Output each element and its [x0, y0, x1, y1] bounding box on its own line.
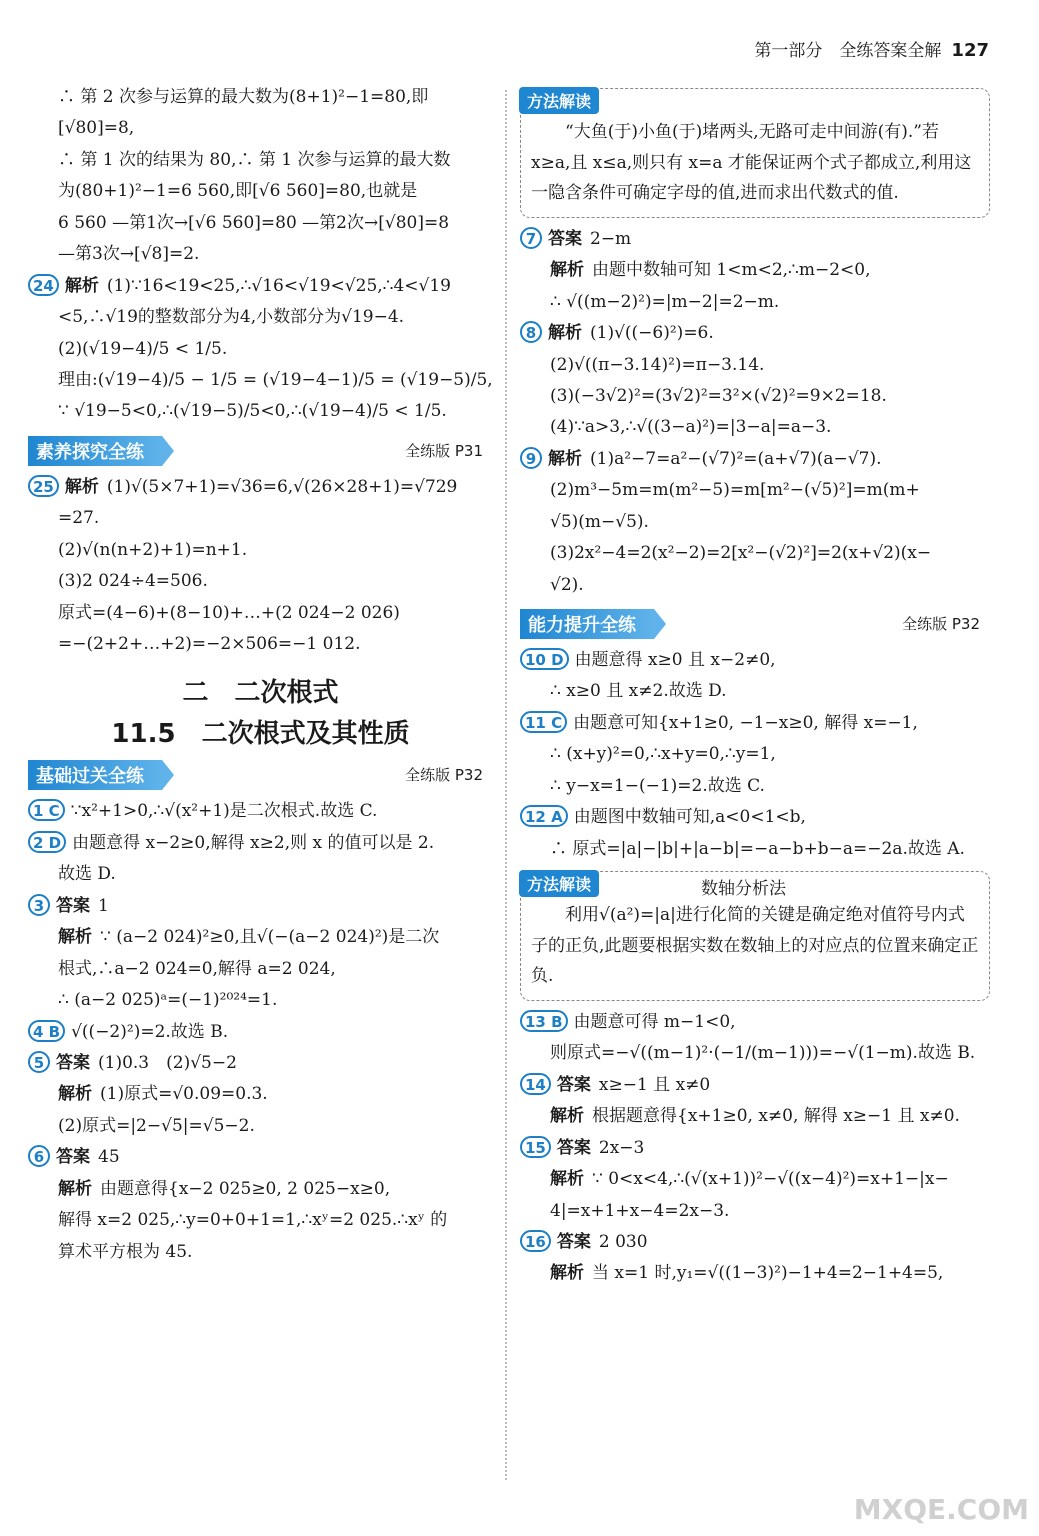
question-13 — [520, 1007, 990, 1070]
banner-reference: 全练版 P32 — [405, 766, 483, 785]
text-line: ∵ (a−2 024)²≥0,且√(−(a−2 024)²)是二次 — [100, 927, 440, 948]
question-6 — [28, 1142, 493, 1268]
text-line: 根据题意得{x+1≥0, x≠0, 解得 x≥−1 且 x≠0. — [592, 1106, 960, 1127]
question-number: 10 D — [520, 648, 569, 670]
left-column — [28, 82, 493, 1268]
analysis-label: 解析 — [550, 1106, 584, 1127]
method-box — [520, 88, 990, 218]
question-8 — [520, 318, 990, 444]
question-4 — [28, 1017, 493, 1048]
analysis-label: 解析 — [64, 275, 99, 296]
text-line: 当 x=1 时,y₁=√((1−3)²)−1+4=2−1+4=5, — [592, 1263, 944, 1284]
text-line: 6 560 —第1次→[√6 560]=80 —第2次→[√80]=8 — [58, 212, 450, 233]
text-line: 则原式=−√((m−1)²·(−1/(m−1)))=−√(1−m).故选 B. — [550, 1043, 976, 1064]
question-14 — [520, 1070, 990, 1133]
text-line: ∵x²+1>0,∴√(x²+1)是二次根式.故选 C. — [70, 801, 378, 822]
question-number: 11 C — [520, 711, 567, 733]
text-line: 理由:(√19−4)/5 − 1/5 = (√19−4−1)/5 = (√19−5)/5, — [58, 369, 493, 390]
text-line: (2)√((π−3.14)²)=π−3.14. — [550, 354, 765, 375]
method-title: 数轴分析法 — [701, 879, 786, 900]
text-line: ∴ 原式=|a|−|b|+|a−b|=−a−b+b−a=−2a.故选 A. — [550, 838, 965, 859]
question-number: 9 — [520, 447, 542, 469]
column-divider — [505, 90, 507, 1480]
text-line: √2). — [550, 574, 584, 595]
answer-value: x≥−1 且 x≠0 — [598, 1074, 711, 1095]
answer-label: 答案 — [556, 1137, 591, 1158]
analysis-label: 解析 — [550, 1263, 584, 1284]
question-number: 2 D — [28, 831, 66, 853]
text-line: 故选 D. — [58, 864, 116, 885]
text-line: (1)原式=√0.09=0.3. — [100, 1084, 268, 1105]
text-line: ∴ 第 1 次的结果为 80,∴ 第 1 次参与运算的最大数 — [58, 149, 451, 170]
text-line: 为(80+1)²−1=6 560,即[√6 560]=80,也就是 — [58, 181, 418, 202]
question-number: 24 — [28, 274, 59, 296]
text-line: (2)√(n(n+2)+1)=n+1. — [58, 539, 248, 560]
text-line: ∴ (x+y)²=0,∴x+y=0,∴y=1, — [550, 744, 776, 765]
analysis-label: 解析 — [550, 260, 584, 281]
method-tag: 方法解读 — [519, 870, 599, 897]
answer-label: 答案 — [556, 1231, 591, 1252]
header-title: 第一部分 全练答案全解 — [754, 41, 942, 61]
question-number: 8 — [520, 321, 542, 343]
section-title: 11.5 二次根式及其性质 — [111, 719, 410, 750]
analysis-label: 解析 — [550, 1169, 584, 1190]
text-line: 由题图中数轴可知,a<0<1<b, — [573, 807, 806, 828]
text-line: ∴ 第 2 次参与运算的最大数为(8+1)²−1=80,即 — [58, 87, 429, 107]
text-line: (3)(−3√2)²=(3√2)²=3²×(√2)²=9×2=18. — [550, 385, 887, 406]
analysis-label: 解析 — [548, 323, 582, 344]
answer-value: 2−m — [590, 228, 632, 249]
question-11 — [520, 708, 990, 802]
question-number: 7 — [520, 227, 542, 249]
text-line: ∴ (a−2 025)ᵃ=(−1)²⁰²⁴=1. — [58, 990, 278, 1011]
text-line: (1)∵16<19<25,∴√16<√19<√25,∴4<√19 — [106, 275, 452, 296]
method-text: 利用√(a²)=|a|进行化简的关键是确定绝对值符号内式子的正负,此题要根据实数在数轴上的对应点的位置来确定正负. — [531, 905, 979, 987]
text-line: ∴ y−x=1−(−1)=2.故选 C. — [550, 775, 765, 796]
answer-label: 答案 — [56, 1052, 90, 1073]
section-banner: 基础过关全练 — [28, 760, 162, 790]
text-line: 4|=x+1+x−4=2x−3. — [550, 1200, 730, 1221]
answer-value: 45 — [98, 1147, 120, 1168]
text-line: 根式,∴a−2 024=0,解得 a=2 024, — [58, 958, 336, 979]
text-line: 由题意得 x−2≥0,解得 x≥2,则 x 的值可以是 2. — [72, 832, 435, 853]
section-banner-row — [520, 601, 990, 645]
question-number: 13 B — [520, 1010, 568, 1032]
text-line: ∵ 0<x<4,∴(√(x+1))²−√((x−4)²)=x+1−|x− — [592, 1169, 949, 1190]
page-header — [754, 36, 989, 61]
text-line: 由题意得 x≥0 且 x−2≠0, — [574, 650, 776, 671]
text-line: (4)∵a>3,∴√((3−a)²)=|3−a|=a−3. — [550, 417, 832, 438]
section-banner: 素养探究全练 — [28, 436, 162, 466]
text-line: ∴ √((m−2)²)=|m−2|=2−m. — [550, 291, 780, 312]
answer-label: 答案 — [556, 1074, 591, 1095]
text-line: 原式=(4−6)+(8−10)+…+(2 024−2 026) — [58, 602, 400, 623]
method-box — [520, 871, 990, 1001]
question-9 — [520, 444, 990, 601]
analysis-label: 解析 — [58, 1084, 92, 1105]
text-line: (2)原式=|2−√5|=√5−2. — [58, 1115, 255, 1136]
text-line: 算术平方根为 45. — [58, 1241, 193, 1262]
text-line: =27. — [58, 508, 100, 529]
text-line: √5)(m−√5). — [550, 511, 649, 532]
text-line: 由题意可得 m−1<0, — [573, 1011, 736, 1032]
question-number: 15 — [520, 1136, 551, 1158]
answer-value: (1)0.3 (2)√5−2 — [98, 1052, 237, 1073]
text-line: —第3次→[√8]=2. — [58, 244, 200, 265]
section-banner-row — [28, 752, 493, 796]
answer-value: 1 — [98, 895, 109, 916]
chapter-title: 二 二次根式 — [182, 678, 339, 709]
question-number: 3 — [28, 894, 50, 916]
answer-value: 2x−3 — [598, 1137, 645, 1158]
question-2 — [28, 828, 493, 859]
right-column — [520, 82, 990, 1290]
question-1 — [28, 796, 493, 827]
text-line: 由题意可知{x+1≥0, −1−x≥0, 解得 x=−1, — [573, 712, 918, 733]
text-line: (2)m³−5m=m(m²−5)=m[m²−(√5)²]=m(m+ — [550, 480, 920, 501]
answer-label: 答案 — [56, 1147, 90, 1168]
banner-reference: 全练版 P32 — [902, 615, 980, 634]
text-line: √((−2)²)=2.故选 B. — [71, 1021, 229, 1042]
text-line: ∵ √19−5<0,∴(√19−5)/5<0,∴(√19−4)/5 < 1/5. — [58, 401, 447, 422]
analysis-label: 解析 — [548, 448, 582, 469]
analysis-label: 解析 — [64, 476, 99, 497]
answer-label: 答案 — [548, 228, 582, 249]
text-line: (1)√(5×7+1)=√36=6,√(26×28+1)=√729 — [106, 476, 458, 497]
question-3 — [28, 891, 493, 1017]
text-line: 由题意得{x−2 025≥0, 2 025−x≥0, — [100, 1178, 391, 1199]
question-7 — [520, 224, 990, 318]
question-number: 6 — [28, 1145, 50, 1167]
question-24 — [28, 271, 493, 428]
text-line: (1)a²−7=a²−(√7)²=(a+√7)(a−√7). — [590, 448, 882, 469]
text-line: [√80]=8, — [58, 118, 135, 139]
text-line: (3)2 024÷4=506. — [58, 571, 208, 592]
banner-reference: 全练版 P31 — [405, 441, 483, 460]
watermark: MXQE.COM — [853, 1493, 1029, 1526]
question-12 — [520, 802, 990, 865]
question-5 — [28, 1048, 493, 1142]
question-25 — [28, 472, 493, 661]
text-line: 解得 x=2 025,∴y=0+0+1=1,∴xʸ=2 025.∴xʸ 的 — [58, 1210, 448, 1231]
page-number: 127 — [951, 40, 989, 61]
text-line: (2)(√19−4)/5 < 1/5. — [58, 338, 228, 359]
answer-label: 答案 — [56, 895, 90, 916]
question-number: 14 — [520, 1073, 551, 1095]
question-number: 12 A — [520, 805, 568, 827]
question-number: 25 — [28, 475, 59, 497]
question-16 — [520, 1227, 990, 1290]
question-number: 4 B — [28, 1020, 65, 1042]
section-banner-row — [28, 428, 493, 472]
question-15 — [520, 1133, 990, 1227]
text-line: (3)2x²−4=2(x²−2)=2[x²−(√2)²]=2(x+√2)(x− — [550, 543, 932, 564]
analysis-label: 解析 — [58, 1178, 92, 1199]
text-line: 由题中数轴可知 1<m<2,∴m−2<0, — [592, 260, 871, 281]
question-10 — [520, 645, 990, 676]
section-banner: 能力提升全练 — [520, 609, 654, 639]
question-number: 1 C — [28, 799, 65, 821]
question-number: 16 — [520, 1230, 551, 1252]
text-line: =−(2+2+…+2)=−2×506=−1 012. — [58, 634, 361, 654]
question-number: 5 — [28, 1051, 50, 1073]
method-tag: 方法解读 — [519, 87, 599, 114]
answer-value: 2 030 — [598, 1231, 648, 1252]
text-line: <5,∴√19的整数部分为4,小数部分为√19−4. — [58, 307, 405, 328]
text-line: ∴ x≥0 且 x≠2.故选 D. — [550, 681, 727, 702]
text-line: (1)√((−6)²)=6. — [590, 323, 714, 344]
analysis-label: 解析 — [58, 927, 92, 948]
method-text: “大鱼(于)小鱼(于)堵两头,无路可走中间游(有).”若 x≥a,且 x≤a,则只有 x=a 才能保证两个式子都成立,利用这一隐含条件可确定字母的值,进而求出代数式的值. — [531, 122, 972, 204]
